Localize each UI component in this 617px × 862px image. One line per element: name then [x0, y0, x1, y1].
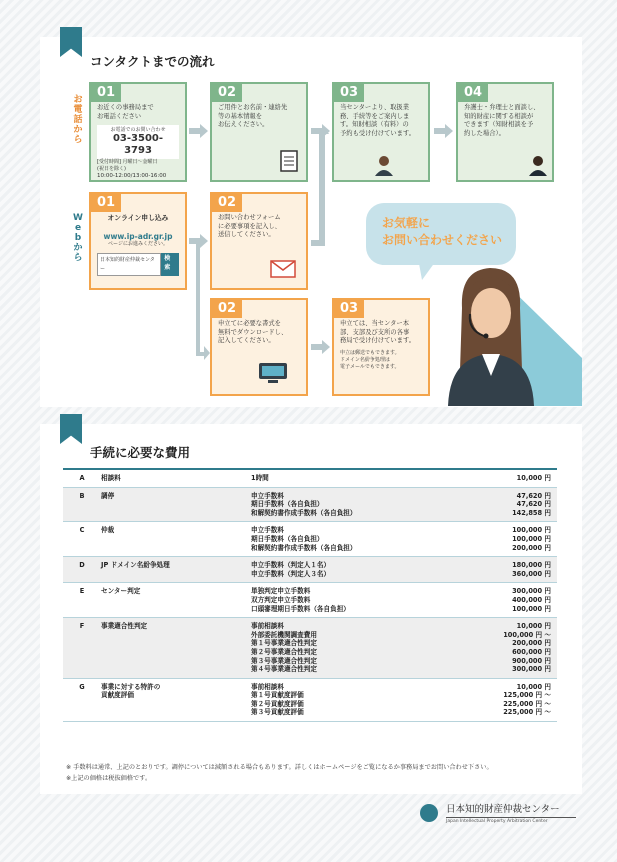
- row-name: [101, 557, 251, 583]
- row-items-line: 外部委託機関調査費用: [251, 630, 317, 639]
- row-prices-line: 100,000 円: [512, 604, 551, 613]
- step-text: 弁護士・弁理士と面談し、: [464, 104, 540, 111]
- row-items-line: 第２号貢献度評価: [251, 699, 304, 708]
- url-note: ページにお進みください。: [108, 241, 168, 247]
- envelope-icon: [270, 260, 296, 278]
- row-items-line: 期日手数料（各自負担）: [251, 534, 324, 543]
- step-text: 務、手続等をご案内しま: [340, 112, 410, 120]
- step-text: 申立てに必要な書式を: [218, 320, 281, 327]
- row-items-line: 和解契約書作成手数料（各自負担）: [251, 508, 357, 517]
- row-prices-line: 900,000 円: [512, 656, 551, 665]
- step-number: 02: [212, 194, 242, 212]
- row-letter: [63, 522, 101, 557]
- row-letter: [63, 583, 101, 618]
- row-items: [251, 678, 441, 721]
- row-letter: [63, 557, 101, 583]
- row-name-line: 貢献度評価: [101, 691, 134, 700]
- online-apply-title: オンライン申し込み: [107, 214, 169, 222]
- hours-line: (祝日を除く): [97, 166, 126, 172]
- step-text: 約した場合）。: [464, 129, 505, 137]
- note-line: 申立は郵送でもできます。: [340, 349, 400, 356]
- fee-row: [63, 487, 557, 522]
- logo-name-en: Japan Intellectual Property Arbitration Center: [446, 817, 576, 824]
- step-text: 当センターより、取扱業: [340, 104, 410, 111]
- note-line: ドメイン名紛争処理は: [340, 356, 390, 363]
- row-name-line: 調停: [101, 491, 115, 500]
- row-letter-line: C: [79, 526, 85, 535]
- row-items: [251, 583, 441, 618]
- row-name: [101, 583, 251, 618]
- row-name: [101, 469, 251, 487]
- row-name: [101, 618, 251, 679]
- row-items-line: 1時間: [251, 474, 269, 482]
- row-name-line: センター判定: [101, 587, 141, 596]
- row-items-line: 和解契約書作成手数料（各自負担）: [251, 543, 357, 552]
- row-prices-line: 225,000 円 ～: [503, 699, 551, 708]
- web-step-3: [332, 298, 430, 396]
- step-number: 02: [212, 84, 242, 102]
- fee-row: [63, 583, 557, 618]
- row-prices-line: 400,000 円: [512, 595, 551, 604]
- row-prices-line: 100,000 円 ～: [503, 630, 551, 639]
- row-prices-line: 10,000 円: [516, 474, 551, 482]
- step-text: 記入してください。: [218, 337, 275, 344]
- step-number: 03: [334, 300, 364, 318]
- fee-row: [63, 618, 557, 679]
- row-prices: [441, 618, 557, 679]
- step-notes: [340, 350, 422, 371]
- row-letter-line: E: [79, 587, 85, 596]
- row-prices-line: 100,000 円: [512, 534, 551, 543]
- fees-title: 手続に必要な費用: [90, 445, 191, 460]
- step-text: す。知財相談（有料）の: [340, 121, 409, 128]
- row-items: [251, 618, 441, 679]
- phone-step-2: [210, 82, 308, 182]
- step-text: 送信してください。: [218, 231, 275, 238]
- org-logo: [420, 800, 580, 828]
- row-items-line: 第３号貢献度評価: [251, 708, 304, 717]
- step-text: 知的財産に関する相談が: [464, 112, 534, 120]
- lawyer-icon: [528, 154, 548, 176]
- hours-line: [受付時間] 月曜日～金曜日: [97, 159, 158, 165]
- row-items-line: 事前相談料: [251, 622, 284, 631]
- row-prices: [441, 583, 557, 618]
- row-items-line: 第２号事業適合性判定: [251, 647, 317, 656]
- row-prices-line: 125,000 円 ～: [503, 691, 551, 700]
- step-text: お電話ください: [97, 112, 142, 120]
- row-name-line: 仲裁: [101, 526, 115, 535]
- phone-step-3: [332, 82, 430, 182]
- step-text: 務局で受け付けています。: [340, 337, 416, 344]
- row-letter-line: B: [79, 491, 85, 500]
- row-items-line: 単独判定申立手数料: [251, 587, 311, 596]
- web-step-2-form: [210, 192, 308, 290]
- step-text: 部、支部及び支所の各事: [340, 328, 410, 336]
- row-letter: [63, 487, 101, 522]
- phone-step-4: [456, 82, 554, 182]
- tel-number[interactable]: 03-3500-3793: [112, 133, 164, 156]
- step-text: 申立ては、当センター本: [340, 320, 410, 327]
- row-items-line: 期日手数料（各自負担）: [251, 500, 324, 509]
- step-text: に必要事項を記入し、: [218, 222, 281, 230]
- row-prices-line: 300,000 円: [512, 587, 551, 596]
- hours-line: 10:00-12:00/13:00-16:00: [97, 173, 167, 179]
- arrow-right-icon: [311, 340, 330, 354]
- row-letter-line: F: [79, 622, 85, 631]
- row-prices-line: 47,620 円: [516, 491, 551, 500]
- row-letter-line: D: [79, 561, 85, 570]
- step-number: 01: [91, 84, 121, 102]
- row-items: [251, 469, 441, 487]
- operator-woman-illustration: [440, 258, 582, 406]
- row-prices: [441, 469, 557, 487]
- row-items-line: 申立手数料: [251, 526, 284, 535]
- operator-icon: [374, 154, 394, 176]
- row-items-line: 口頭審理期日手数料（各自負担）: [251, 604, 350, 613]
- row-letter-line: A: [79, 474, 85, 482]
- row-letter: [63, 618, 101, 679]
- row-prices-line: 10,000 円: [516, 622, 551, 631]
- row-prices: [441, 678, 557, 721]
- fee-table: [63, 468, 557, 722]
- fee-row: [63, 557, 557, 583]
- arrow-right-icon: [189, 124, 208, 138]
- row-prices: [441, 487, 557, 522]
- step-number: 04: [458, 84, 488, 102]
- phone-step-1: [89, 82, 187, 182]
- row-prices-line: 10,000 円: [516, 682, 551, 691]
- row-items-line: 双方判定申立手数料: [251, 595, 311, 604]
- row-items-line: 申立手数料（判定人１名）: [251, 561, 331, 570]
- bookmark-ribbon-icon: [60, 27, 82, 57]
- phone-side-label: お電話から: [73, 95, 83, 145]
- bubble-line: お問い合わせください: [382, 233, 503, 247]
- row-prices-line: 47,620 円: [516, 500, 551, 509]
- row-prices-line: 600,000 円: [512, 647, 551, 656]
- arrow-down-connector-icon: [190, 240, 210, 360]
- fee-row: [63, 678, 557, 721]
- web-side-label: Webから: [73, 213, 83, 263]
- note-line: 電子メールでもできます。: [340, 363, 400, 370]
- row-prices-line: 200,000 円: [512, 639, 551, 648]
- row-items: [251, 522, 441, 557]
- step-text: できます（知財相談を予: [464, 121, 534, 128]
- row-prices-line: 100,000 円: [512, 526, 551, 535]
- row-prices-line: 180,000 円: [512, 561, 551, 570]
- search-box: [97, 253, 179, 276]
- fee-notes: [66, 762, 493, 784]
- bubble-tail: [418, 258, 438, 280]
- step-text: ご用件とお名前・連絡先: [218, 104, 288, 111]
- row-items-line: 申立手数料: [251, 491, 284, 500]
- site-url-link[interactable]: www.ip-adr.gr.jp: [103, 231, 173, 241]
- logo-name-jp: 日本知的財産仲裁センター: [446, 804, 560, 815]
- step-text: お近くの事務局まで: [97, 104, 154, 111]
- web-step-2-download: [210, 298, 308, 396]
- row-letter-line: G: [79, 682, 85, 691]
- search-button[interactable]: 検索: [161, 253, 179, 276]
- document-icon: [280, 150, 298, 172]
- tel-caption: お電話でのお問い合わせ: [110, 127, 166, 133]
- row-items-line: 第４号事業適合性判定: [251, 665, 317, 674]
- note-line: ※ 手数料は通常、上記のとおりです。調停については減額される場合もあります。詳しくはホームページをご覧になるか事務局までお問い合わせ下さい。: [66, 764, 493, 771]
- search-input[interactable]: 日本知的財産仲裁センター: [97, 253, 161, 276]
- row-prices-line: 225,000 円 ～: [503, 708, 551, 717]
- bookmark-ribbon-icon: [60, 414, 82, 444]
- row-items-line: 第３号事業適合性判定: [251, 656, 317, 665]
- computer-icon: [258, 362, 288, 384]
- row-prices-line: 360,000 円: [512, 569, 551, 578]
- row-name: [101, 487, 251, 522]
- row-prices-line: 200,000 円: [512, 543, 551, 552]
- arrow-up-connector-icon: [311, 128, 329, 246]
- row-items-line: 第１号貢献度評価: [251, 691, 304, 700]
- step-number: 02: [212, 300, 242, 318]
- web-step-1: [89, 192, 187, 290]
- row-letter: [63, 678, 101, 721]
- row-name-line: 相談料: [101, 474, 121, 482]
- row-name: [101, 678, 251, 721]
- arrow-right-icon: [434, 124, 453, 138]
- contact-flow-title: コンタクトまでの流れ: [90, 54, 215, 69]
- speech-bubble: [366, 203, 516, 265]
- row-name: [101, 522, 251, 557]
- bubble-line: お気軽に: [382, 216, 431, 230]
- row-name-line: 事業に対する特許の: [101, 682, 161, 691]
- tel-card: [97, 125, 179, 159]
- step-text: 無料でダウンロードし、: [218, 328, 288, 336]
- step-number: 03: [334, 84, 364, 102]
- row-items: [251, 557, 441, 583]
- row-items-line: 申立手数料（判定人３名）: [251, 569, 331, 578]
- fee-row: [63, 469, 557, 487]
- step-text: お伝えください。: [218, 121, 269, 128]
- row-name-line: 事業適合性判定: [101, 622, 148, 631]
- row-items-line: 事前相談料: [251, 682, 284, 691]
- logo-mark-icon: [420, 804, 438, 822]
- row-letter: [63, 469, 101, 487]
- step-text: 等の基本情報を: [218, 112, 263, 120]
- step-text: お問い合わせフォーム: [218, 214, 281, 221]
- row-prices: [441, 557, 557, 583]
- row-prices-line: 142,858 円: [512, 508, 551, 517]
- fee-row: [63, 522, 557, 557]
- row-prices: [441, 522, 557, 557]
- step-text: 予約も受け付けています。: [340, 129, 416, 137]
- row-items-line: 第１号事業適合性判定: [251, 639, 317, 648]
- step-number: 01: [91, 194, 121, 212]
- row-prices-line: 300,000 円: [512, 665, 551, 674]
- note-line: ※上記の価格は税抜価格です。: [66, 775, 152, 782]
- row-name-line: JP ドメイン名紛争処理: [101, 561, 170, 570]
- row-items: [251, 487, 441, 522]
